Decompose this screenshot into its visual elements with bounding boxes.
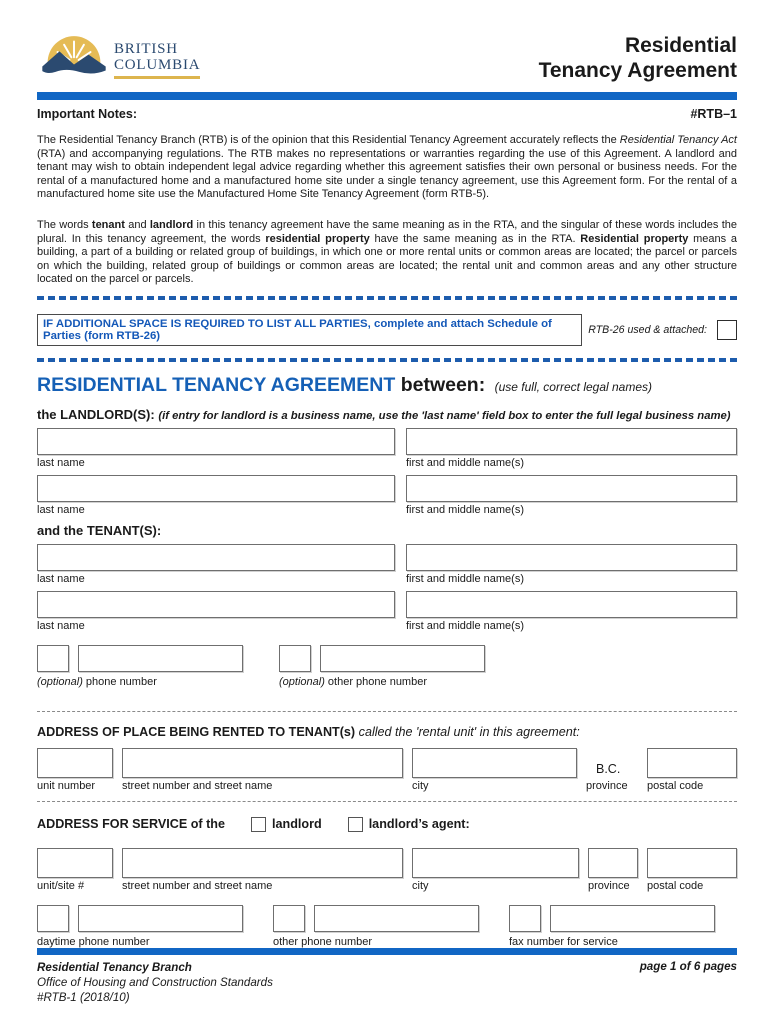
service-street-input[interactable]	[122, 848, 403, 878]
first-middle-label: first and middle name(s)	[406, 503, 524, 516]
service-city-input[interactable]	[412, 848, 579, 878]
daytime-phone-input[interactable]	[78, 905, 243, 932]
province-label: province	[588, 879, 630, 892]
dotted-divider-2	[37, 801, 737, 802]
last-name-label: last name	[37, 572, 85, 585]
last-name-label: last name	[37, 503, 85, 516]
service-landlord-checkbox[interactable]	[251, 817, 266, 832]
tenant-1-first-name-input[interactable]	[406, 544, 737, 571]
tenant-phone-group	[37, 645, 243, 688]
schedule-of-parties-notice	[37, 314, 737, 346]
province-value: B.C.	[596, 761, 621, 776]
agreement-heading-note: (use full, correct legal names)	[494, 379, 653, 394]
other-phone-number-input[interactable]	[320, 645, 485, 672]
form-number-label: #RTB–1	[690, 107, 737, 121]
tenant-row-1	[37, 544, 737, 585]
service-other-phone-area-input[interactable]	[273, 905, 305, 932]
service-province-input[interactable]	[588, 848, 638, 878]
dotted-divider-1	[37, 711, 737, 712]
blue-dashed-divider-1	[37, 296, 737, 300]
tenant-other-phone-group	[279, 645, 485, 688]
first-middle-label: first and middle name(s)	[406, 456, 524, 469]
title-line-1: Residential	[624, 34, 737, 57]
rental-unit-number-input[interactable]	[37, 748, 113, 778]
phone-area-code-input[interactable]	[37, 645, 69, 672]
rental-address-row	[37, 748, 737, 792]
footer-branch-block	[37, 960, 273, 1005]
unit-site-label: unit/site #	[37, 879, 85, 892]
other-phone-label	[279, 676, 485, 688]
service-address-heading	[37, 817, 737, 832]
landlord-label: the LANDLORD(S):	[37, 406, 155, 422]
document-title	[539, 28, 737, 84]
service-address-row	[37, 848, 737, 892]
postal-code-label: postal code	[647, 879, 704, 892]
landlord-2-last-name-input[interactable]	[37, 475, 395, 502]
intro-paragraph-1: The Residential Tenancy Branch (RTB) is of the opinion that this Residential Tenancy Agreement accurately reflects the Residential Tenancy Act (RTA) and accompanying regulations. The RTB makes no representations or warranties regarding the use of this Agreement. A landlord and tenant may wish to obtain independent legal advice regarding whether this agreement satisfies their own personal or business needs. For the rental of a manufactured home and a manufactured home site under a single tenancy agreement, use this Agreement form. For the rental of a manufactured home site use the Manufactured Home Site Tenancy Agreement (form RTB-5).	[37, 134, 737, 201]
service-postal-code-input[interactable]	[647, 848, 737, 878]
agreement-heading-blue: RESIDENTIAL TENANCY AGREEMENT	[37, 373, 396, 396]
tenant-1-last-name-input[interactable]	[37, 544, 395, 571]
landlord-1-first-name-input[interactable]	[406, 428, 737, 455]
service-agent-option-label: landlord’s agent:	[368, 817, 470, 832]
tenant-2-last-name-input[interactable]	[37, 591, 395, 618]
blue-dashed-divider-2	[37, 358, 737, 362]
postal-code-label: postal code	[647, 779, 704, 792]
landlord-1-last-name-input[interactable]	[37, 428, 395, 455]
footer-page-number: page 1 of 6 pages	[639, 960, 737, 973]
rtb26-attached-label: RTB-26 used & attached:	[588, 323, 707, 336]
service-other-phone-input[interactable]	[314, 905, 479, 932]
service-landlord-option-label: landlord	[272, 817, 322, 832]
intro-paragraph-2: The words tenant and landlord in this tenancy agreement have the same meaning as in the RTA, and the singular of these words includes the plural. In this tenancy agreement, the words residential property have the same meaning as in the RTA. Residential property means a building, a part of a building or related group of buildings, in which one or more rental units or common areas are located; the parcel or parcels on which the building, related group of buildings or common areas are located; the rental unit and common areas and any other structure located on the parcel or parcels.	[37, 218, 738, 286]
rental-city-input[interactable]	[412, 748, 577, 778]
first-middle-label: first and middle name(s)	[406, 619, 524, 632]
rental-heading-note: called the 'rental unit' in this agreement:	[358, 724, 580, 739]
fax-group	[509, 905, 715, 948]
fax-number-label: fax number for service	[509, 935, 618, 948]
optional-label: (optional)	[279, 675, 325, 688]
fax-number-input[interactable]	[550, 905, 715, 932]
bc-government-logo	[41, 28, 200, 85]
footer-form-version: #RTB-1 (2018/10)	[37, 991, 130, 1005]
landlord-row-2	[37, 475, 737, 516]
daytime-phone-group	[37, 905, 243, 948]
phone-number-label: phone number	[85, 675, 157, 688]
service-other-phone-group	[273, 905, 479, 948]
important-notes-row	[37, 107, 737, 121]
optional-label: (optional)	[37, 675, 83, 688]
bc-sun-mountains-icon	[41, 28, 107, 85]
phone-number-input[interactable]	[78, 645, 243, 672]
rental-street-input[interactable]	[122, 748, 403, 778]
logo-line-columbia: COLUMBIA	[114, 58, 200, 79]
footer-rule	[37, 948, 737, 955]
fax-area-input[interactable]	[509, 905, 541, 932]
service-unit-site-input[interactable]	[37, 848, 113, 878]
other-phone-area-code-input[interactable]	[279, 645, 311, 672]
landlord-note: (if entry for landlord is a business name, use the 'last name' field box to enter the full legal business name)	[158, 409, 731, 422]
city-label: city	[412, 879, 429, 892]
unit-number-label: unit number	[37, 779, 96, 792]
tenant-phone-row	[37, 645, 737, 688]
logo-wordmark	[114, 34, 200, 78]
rental-heading-bold: ADDRESS OF PLACE BEING RENTED TO TENANT(s)	[37, 724, 356, 739]
city-label: city	[412, 779, 429, 792]
page-footer	[37, 948, 737, 1005]
province-label: province	[586, 779, 628, 792]
service-agent-checkbox[interactable]	[348, 817, 363, 832]
other-phone-label: other phone number	[273, 935, 373, 948]
rental-address-heading	[37, 725, 737, 739]
first-middle-label: first and middle name(s)	[406, 572, 524, 585]
schedule-notice-box: IF ADDITIONAL SPACE IS REQUIRED TO LIST ALL PARTIES, complete and attach Schedule of Parties (form RTB-26)	[37, 314, 582, 346]
daytime-phone-area-input[interactable]	[37, 905, 69, 932]
title-line-2: Tenancy Agreement	[538, 58, 737, 82]
service-heading-label: ADDRESS FOR SERVICE of the	[37, 817, 225, 832]
agreement-heading-between: between:	[400, 373, 486, 396]
phone-label	[37, 676, 243, 688]
street-label: street number and street name	[122, 879, 273, 892]
landlord-row-1	[37, 428, 737, 469]
service-phone-row	[37, 905, 737, 948]
footer-branch: Residential Tenancy Branch	[37, 961, 192, 974]
last-name-label: last name	[37, 456, 85, 469]
tenant-2-first-name-input[interactable]	[406, 591, 737, 618]
last-name-label: last name	[37, 619, 85, 632]
tenant-section-label	[37, 523, 737, 538]
tenant-label: and the TENANT(S):	[37, 522, 162, 538]
landlord-2-first-name-input[interactable]	[406, 475, 737, 502]
daytime-phone-label: daytime phone number	[37, 935, 150, 948]
landlord-section-label	[37, 407, 737, 422]
other-phone-number-label: other phone number	[327, 675, 427, 688]
agreement-heading	[37, 374, 737, 397]
tenant-row-2	[37, 591, 737, 632]
important-notes-label: Important Notes:	[37, 107, 137, 121]
footer-office: Office of Housing and Construction Standards	[37, 976, 273, 990]
street-label: street number and street name	[122, 779, 273, 792]
logo-line-british: BRITISH	[114, 41, 178, 58]
header-rule	[37, 92, 737, 100]
rental-postal-code-input[interactable]	[647, 748, 737, 778]
header	[37, 28, 737, 88]
rtb26-attached-checkbox[interactable]	[717, 320, 737, 340]
